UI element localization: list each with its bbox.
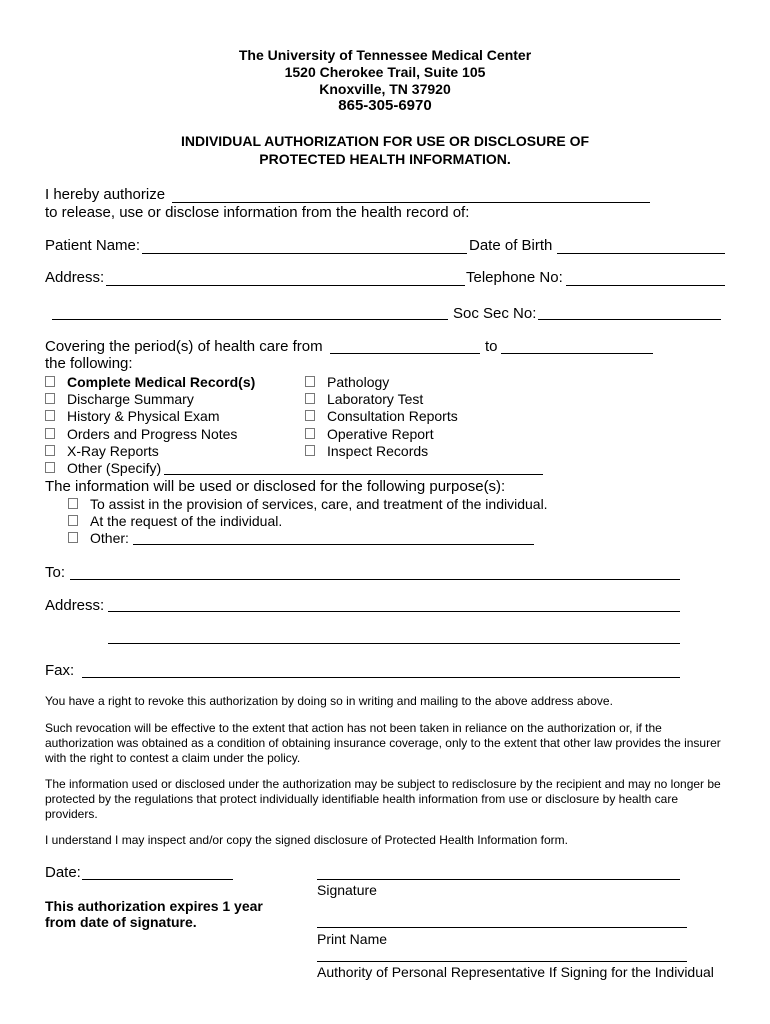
notice-revoke: You have a right to revoke this authorization by doing so in writing and mailing to the above address above. (45, 694, 613, 708)
recipient-address-field[interactable] (108, 611, 680, 612)
record-laboratory[interactable]: Laboratory Test (305, 391, 423, 407)
period-label: Covering the period(s) of health care from (45, 338, 323, 355)
period-from-field[interactable] (330, 353, 480, 354)
print-name-label: Print Name (317, 931, 388, 947)
authority-field[interactable] (317, 961, 687, 962)
authorize-label: I hereby authorize (45, 186, 166, 203)
record-inspect[interactable]: Inspect Records (305, 443, 428, 459)
soc-sec-field[interactable] (538, 319, 721, 320)
recipient-address-label: Address: (45, 597, 105, 614)
period-to-field[interactable] (501, 353, 653, 354)
recipient-to-label: To: (45, 564, 66, 581)
checkbox-icon[interactable] (305, 445, 315, 456)
checkbox-icon[interactable] (305, 376, 315, 387)
patient-name-label: Patient Name: (45, 237, 141, 254)
form-title-line2: PROTECTED HEALTH INFORMATION. (259, 151, 511, 167)
checkbox-icon[interactable] (45, 428, 55, 439)
record-pathology[interactable]: Pathology (305, 374, 389, 390)
notice-inspect: I understand I may inspect and/or copy the signed disclosure of Protected Health Information form. (45, 833, 568, 847)
expires-line2: from date of signature. (45, 914, 197, 930)
print-name-field[interactable] (317, 927, 687, 928)
following-label: the following: (45, 355, 133, 372)
purpose-request[interactable]: At the request of the individual. (68, 513, 282, 529)
release-label: to release, use or disclose information from the health record of: (45, 204, 470, 221)
checkbox-icon[interactable] (45, 445, 55, 456)
recipient-address-line2-field[interactable] (108, 643, 680, 644)
dob-label: Date of Birth (469, 237, 553, 254)
period-to-label: to (485, 338, 498, 355)
record-history[interactable]: History & Physical Exam (45, 408, 219, 424)
patient-name-field[interactable] (142, 253, 467, 254)
form-title-line1: INDIVIDUAL AUTHORIZATION FOR USE OR DISCLOSURE OF (180, 133, 590, 149)
recipient-fax-field[interactable] (82, 677, 680, 678)
purpose-other[interactable]: Other: (68, 530, 129, 546)
org-phone: 865-305-6970 (338, 97, 432, 114)
purpose-assist[interactable]: To assist in the provision of services, care, and treatment of the individual. (68, 496, 548, 512)
notice-redisclosure: The information used or disclosed under the authorization may be subject to redisclosure by the recipient and may no longer be protected by the regulations that protect individually identifiable health information from use or disclosure by health care providers. (45, 777, 721, 821)
recipient-fax-label: Fax: (45, 662, 75, 679)
address-field[interactable] (106, 285, 465, 286)
notice-revocation-effect: Such revocation will be effective to the extent that action has not been taken in reliance on the authorization or, if the authorization was obtained as a condition of obtaining insurance coverage, only to the extent that other law provides the insurer with the right to contest a claim under the policy. (45, 721, 721, 765)
recipient-to-field[interactable] (70, 579, 680, 580)
checkbox-icon[interactable] (45, 393, 55, 404)
org-city: Knoxville, TN 37920 (319, 81, 451, 97)
checkbox-icon[interactable] (305, 410, 315, 421)
checkbox-icon[interactable] (45, 410, 55, 421)
record-discharge[interactable]: Discharge Summary (45, 391, 194, 407)
address-line2-field[interactable] (52, 319, 448, 320)
record-other[interactable]: Other (Specify) (45, 460, 161, 476)
telephone-field[interactable] (566, 285, 725, 286)
address-label: Address: (45, 269, 105, 286)
checkbox-icon[interactable] (305, 428, 315, 439)
org-street: 1520 Cherokee Trail, Suite 105 (284, 64, 486, 80)
dob-field[interactable] (557, 253, 725, 254)
record-orders[interactable]: Orders and Progress Notes (45, 426, 237, 442)
authorize-field[interactable] (172, 202, 650, 203)
checkbox-icon[interactable] (68, 498, 78, 509)
soc-sec-label: Soc Sec No: (453, 305, 537, 322)
org-name: The University of Tennessee Medical Center (238, 47, 532, 63)
purpose-other-field[interactable] (133, 544, 534, 545)
expires-line1: This authorization expires 1 year (45, 898, 263, 914)
record-xray[interactable]: X-Ray Reports (45, 443, 159, 459)
authority-label: Authority of Personal Representative If Signing for the Individual (317, 964, 714, 980)
date-field[interactable] (82, 879, 233, 880)
signature-field[interactable] (317, 879, 680, 880)
date-label: Date: (45, 864, 81, 881)
purpose-heading: The information will be used or disclosed for the following purpose(s): (45, 478, 506, 495)
checkbox-icon[interactable] (45, 462, 55, 473)
record-complete[interactable]: Complete Medical Record(s) (45, 374, 255, 390)
checkbox-icon[interactable] (305, 393, 315, 404)
record-operative[interactable]: Operative Report (305, 426, 434, 442)
checkbox-icon[interactable] (68, 515, 78, 526)
record-other-field[interactable] (164, 474, 543, 475)
checkbox-icon[interactable] (45, 376, 55, 387)
signature-label: Signature (317, 882, 377, 898)
record-consultation[interactable]: Consultation Reports (305, 408, 458, 424)
telephone-label: Telephone No: (466, 269, 563, 286)
checkbox-icon[interactable] (68, 532, 78, 543)
